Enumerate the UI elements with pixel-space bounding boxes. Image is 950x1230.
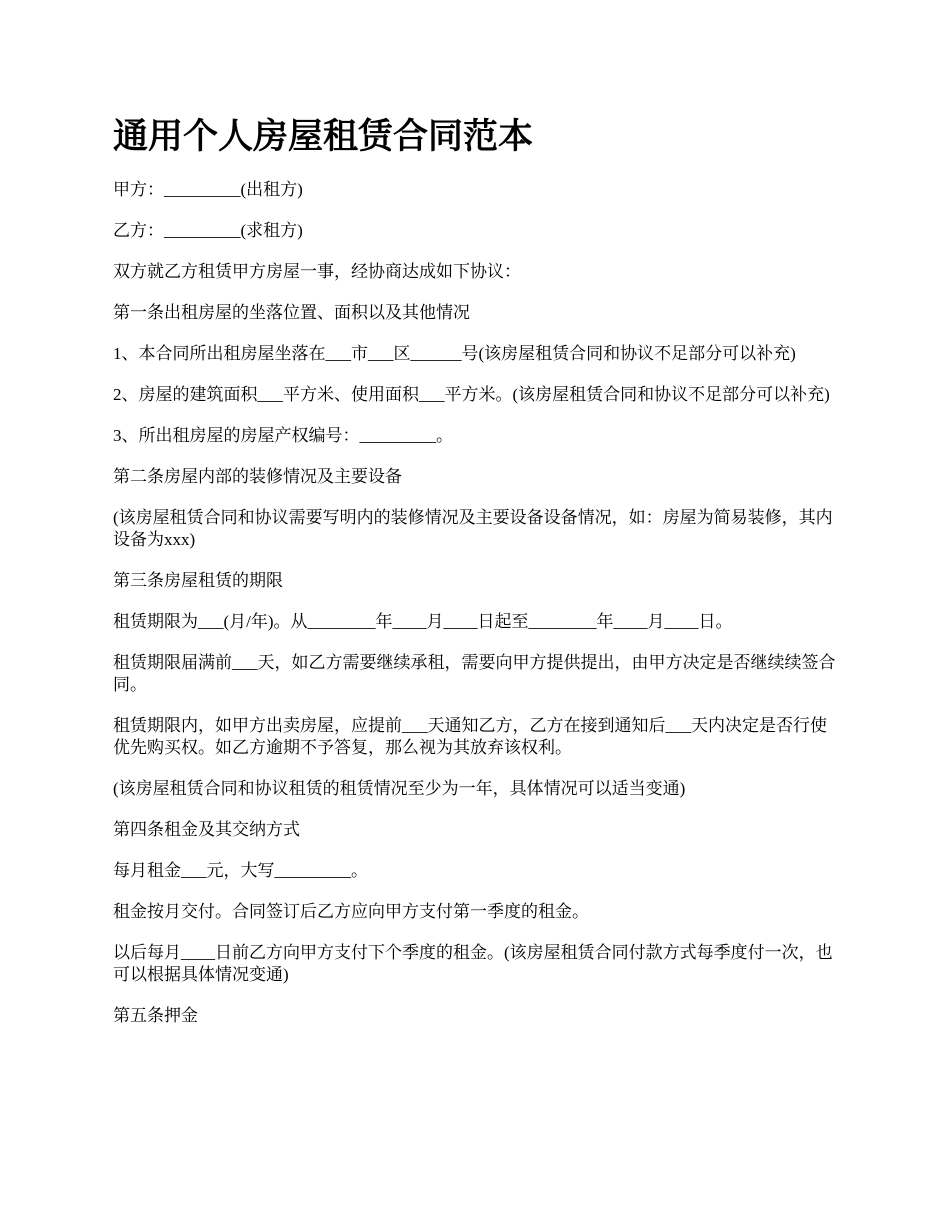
article-1-item-2: 2、房屋的建筑面积___平方米、使用面积___平方米。(该房屋租赁合同和协议不足部分可以补充) [113, 385, 830, 404]
renewal-clause: 租赁期限届满前___天，如乙方需要继续承租，需要向甲方提供提出，由甲方决定是否继续续签合同。 [113, 653, 836, 694]
party-b-line: 乙方：_________(求租方) [113, 221, 303, 240]
document-page [113, 113, 843, 1046]
subsequent-payment-clause: 以后每月____日前乙方向甲方支付下个季度的租金。(该房屋租赁合同付款方式每季度付一次，也可以根据具体情况变通) [113, 943, 833, 984]
rent-payment-clause: 租金按月交付。合同签订后乙方应向甲方支付第一季度的租金。 [113, 902, 589, 921]
article-3-heading: 第三条房屋租赁的期限 [113, 571, 283, 590]
article-4-heading: 第四条租金及其交纳方式 [113, 820, 300, 839]
article-2-heading: 第二条房屋内部的装修情况及主要设备 [113, 467, 402, 486]
priority-purchase-clause: 租赁期限内，如甲方出卖房屋，应提前___天通知乙方，乙方在接到通知后___天内决定是否行使优先购买权。如乙方逾期不予答复，那么视为其放弃该权利。 [113, 716, 827, 757]
lease-term-line: 租赁期限为___(月/年)。从________年____月____日起至________年____月____日。 [113, 612, 733, 631]
agreement-intro: 双方就乙方租赁甲方房屋一事，经协商达成如下协议： [113, 262, 521, 281]
article-1-heading: 第一条出租房屋的坐落位置、面积以及其他情况 [113, 303, 470, 322]
document-title: 通用个人房屋租赁合同范本 [113, 117, 534, 157]
article-2-note: (该房屋租赁合同和协议需要写明内的装修情况及主要设备设备情况，如：房屋为简易装修，其内设备为xxx) [113, 508, 833, 549]
monthly-rent-line: 每月租金___元，大写_________。 [113, 861, 368, 880]
article-3-note: (该房屋租赁合同和协议租赁的租赁情况至少为一年，具体情况可以适当变通) [113, 779, 686, 798]
article-1-item-1: 1、本合同所出租房屋坐落在___市___区______号(该房屋租赁合同和协议不足部分可以补充) [113, 344, 796, 363]
article-1-item-3: 3、所出租房屋的房屋产权编号：_________。 [113, 426, 453, 445]
article-5-heading: 第五条押金 [113, 1006, 198, 1025]
party-a-line: 甲方：_________(出租方) [113, 180, 303, 199]
